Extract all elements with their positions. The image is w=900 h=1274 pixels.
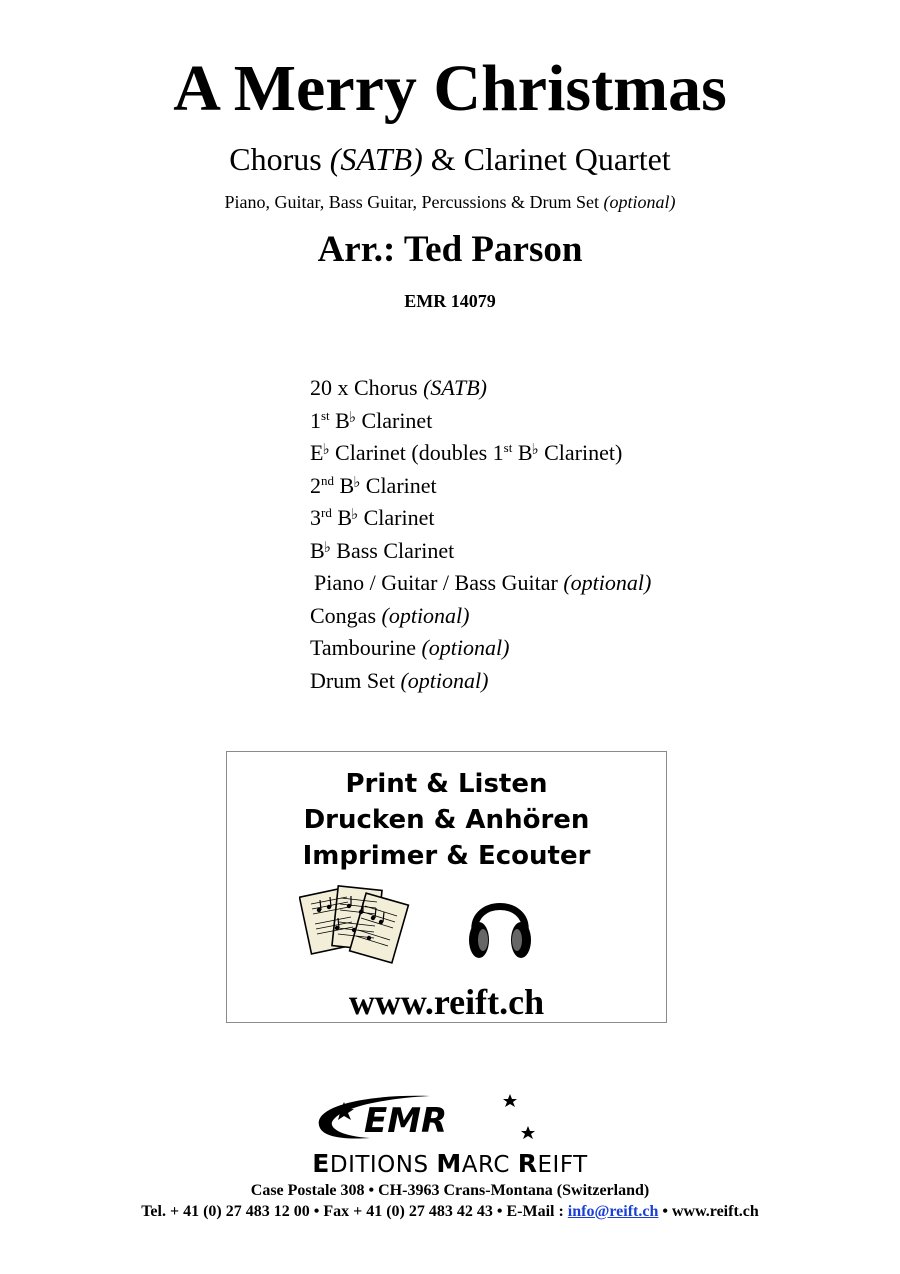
email-link[interactable]: info@reift.ch (567, 1203, 659, 1220)
publisher-contact: Tel. + 41 (0) 27 483 12 00 • Fax + 41 (0) 27 483 42 43 • E-Mail : info@reift.ch • www.reift.ch (141, 1203, 759, 1220)
part-item: 3rd B♭ Clarinet (310, 505, 435, 530)
part-item: 2nd B♭ Clarinet (310, 472, 437, 498)
part-item: Congas (optional) (310, 602, 470, 628)
publisher-address: Case Postale 308 • CH-3963 Crans-Montana (Switzerland) (250, 1182, 650, 1199)
part-item: Piano / Guitar / Bass Guitar (optional) (314, 570, 652, 595)
print-listen-de: Drucken & Anhören (303, 805, 590, 835)
sheet-music-icon (299, 882, 411, 968)
website-url: www.reift.ch (348, 982, 545, 1022)
arranger: Arr.: Ted Parson (317, 229, 583, 270)
print-listen-box (226, 751, 667, 1023)
emr-logo (300, 1088, 550, 1148)
print-listen-en: Print & Listen (345, 769, 548, 799)
headphones-icon (465, 884, 535, 966)
logo-lettering: EMR (364, 1101, 448, 1141)
catalog-number: EMR 14079 (404, 291, 496, 311)
part-item: Tambourine (optional) (310, 635, 510, 660)
parts-list (310, 372, 651, 697)
publisher-name: EDITIONS MARC REIFT (312, 1149, 588, 1178)
instrumentation-line: Piano, Guitar, Bass Guitar, Percussions & Drum Set (optional) (224, 192, 676, 212)
piece-title: A Merry Christmas (173, 52, 727, 125)
subtitle: Chorus (SATB) & Clarinet Quartet (229, 141, 671, 177)
part-item: 1st B♭ Clarinet (310, 407, 433, 433)
part-item: E♭ Clarinet (doubles 1st B♭ Clarinet) (310, 440, 623, 465)
part-item: Drum Set (optional) (310, 667, 489, 693)
part-item: B♭ Bass Clarinet (310, 537, 455, 563)
part-item: 20 x Chorus (SATB) (310, 375, 488, 400)
print-listen-fr: Imprimer & Ecouter (302, 841, 591, 871)
